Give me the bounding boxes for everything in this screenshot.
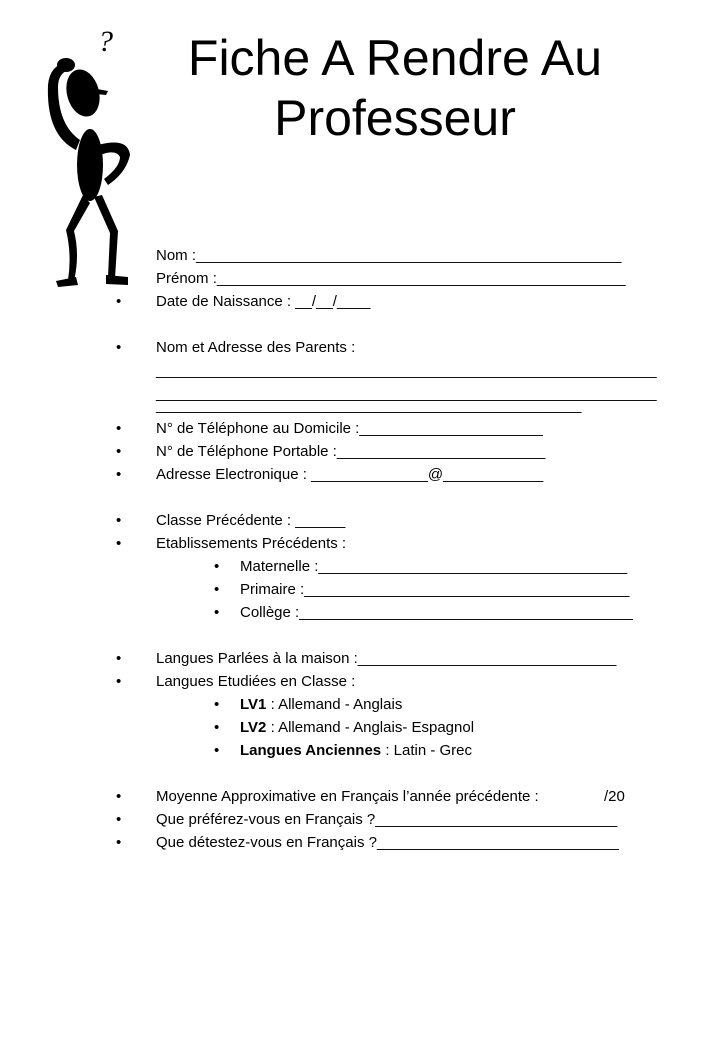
question-mark-icon: ? — [98, 25, 113, 58]
sub-bullet: • — [214, 558, 220, 575]
classe-field[interactable]: Classe Précédente : ______ — [156, 512, 346, 529]
parents-line[interactable]: ___________________________________________________ — [156, 397, 582, 414]
deteste-field[interactable]: Que détestez-vous en Français ?_____________________________ — [156, 834, 619, 851]
bullet: • — [116, 443, 122, 460]
langues-anciennes-value: : Latin - Grec — [381, 742, 473, 759]
bullet: • — [116, 466, 122, 483]
lv2-label: LV2 — [240, 719, 267, 736]
moyenne-label: Moyenne Approximative en Français l’année précédente : — [156, 788, 539, 805]
parents-line[interactable]: ____________________________________________________________ — [156, 362, 657, 379]
prenom-field[interactable]: Prénom :_________________________________________________ — [156, 270, 626, 287]
bullet: • — [116, 293, 122, 310]
bullet: • — [116, 788, 122, 805]
sub-bullet: • — [214, 719, 220, 736]
bullet: • — [116, 339, 122, 356]
bullet: • — [116, 834, 122, 851]
college-field[interactable]: Collège :________________________________________ — [240, 604, 633, 621]
email-field[interactable]: Adresse Electronique : ______________@____________ — [156, 466, 544, 483]
bullet: • — [116, 535, 122, 552]
parents-label: Nom et Adresse des Parents : — [156, 339, 356, 356]
lv1-value: : Allemand - Anglais — [266, 696, 403, 713]
lv1-item — [240, 695, 402, 715]
moyenne-suffix[interactable]: /20 — [604, 788, 625, 805]
parents-line[interactable]: ____________________________________________________________ — [156, 385, 657, 402]
bullet: • — [116, 673, 122, 690]
langues-anciennes-label: Langues Anciennes — [240, 742, 382, 759]
lv2-item — [240, 718, 474, 738]
page-title: Fiche A Rendre Au Professeur — [187, 30, 603, 146]
langues-parlees-field[interactable]: Langues Parlées à la maison :_______________________________ — [156, 650, 617, 667]
prefere-field[interactable]: Que préférez-vous en Français ?_____________________________ — [156, 811, 618, 828]
langues-etudiees-label: Langues Etudiées en Classe : — [156, 673, 356, 690]
bullet: • — [116, 420, 122, 437]
sub-bullet: • — [214, 696, 220, 713]
lv1-label: LV1 — [240, 696, 267, 713]
sub-bullet: • — [214, 581, 220, 598]
bullet: • — [116, 650, 122, 667]
bullet: • — [116, 811, 122, 828]
bullet: • — [116, 512, 122, 529]
sub-bullet: • — [214, 604, 220, 621]
lv2-value: : Allemand - Anglais- Espagnol — [266, 719, 475, 736]
langues-anciennes-item — [240, 741, 472, 761]
nom-field[interactable]: Nom :___________________________________________________ — [156, 247, 622, 264]
thinking-stick-figure-icon — [28, 25, 148, 295]
date-naissance-field[interactable]: Date de Naissance : __/__/____ — [156, 293, 371, 310]
sub-bullet: • — [214, 742, 220, 759]
tel-portable-field[interactable]: N° de Téléphone Portable :_________________________ — [156, 443, 546, 460]
maternelle-field[interactable]: Maternelle :_____________________________________ — [240, 558, 628, 575]
tel-domicile-field[interactable]: N° de Téléphone au Domicile :______________________ — [156, 420, 543, 437]
primaire-field[interactable]: Primaire :_______________________________________ — [240, 581, 630, 598]
etablissements-label: Etablissements Précédents : — [156, 535, 347, 552]
